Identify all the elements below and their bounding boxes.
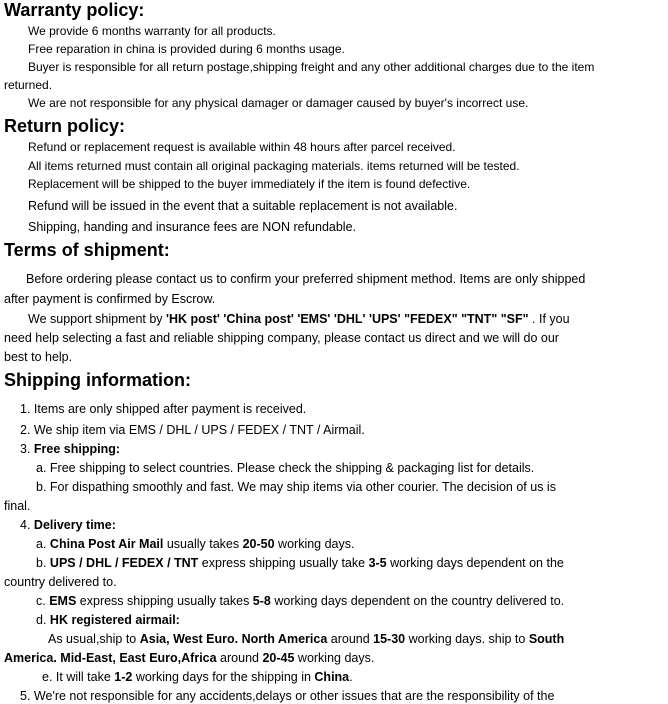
terms-text: after payment is confirmed by Escrow. xyxy=(4,292,216,306)
list-item: 3. Free shipping: xyxy=(20,442,121,456)
return-line: Shipping, handing and insurance fees are NON refundable. xyxy=(28,220,356,234)
list-item: 5. We're not responsible for any accidents,delays or other issues that are the responsibility of the xyxy=(20,689,555,703)
return-line: Refund or replacement request is available within 48 hours after parcel received. xyxy=(28,140,456,154)
list-item: 2. We ship item via EMS / DHL / UPS / FEDEX / TNT / Airmail. xyxy=(20,423,365,437)
list-item: c. EMS express shipping usually takes 5-8 working days dependent on the country delivered to. xyxy=(36,594,565,608)
terms-text: best to help. xyxy=(4,350,73,364)
list-item: final. xyxy=(4,499,31,513)
return-line: All items returned must contain all original packaging materials. items returned will be tested. xyxy=(28,159,520,173)
list-item: a. Free shipping to select countries. Please check the shipping & packaging list for details. xyxy=(36,461,535,475)
list-item: As usual,ship to Asia, West Euro. North America around 15-30 working days. ship to South xyxy=(48,632,565,646)
terms-heading: Terms of shipment: xyxy=(4,240,170,260)
terms-text: Before ordering please contact us to confirm your preferred shipment method. Items are only shipped xyxy=(26,272,586,286)
terms-text: need help selecting a fast and reliable shipping company, please contact us direct and we will do our xyxy=(4,331,559,345)
return-line: Refund will be issued in the event that a suitable replacement is not available. xyxy=(28,199,458,213)
list-item: d. HK registered airmail: xyxy=(36,613,180,627)
return-heading: Return policy: xyxy=(4,116,126,136)
warranty-line: Free reparation in china is provided during 6 months usage. xyxy=(28,42,345,56)
list-item: 4. Delivery time: xyxy=(20,518,116,532)
list-item: e. It will take 1-2 working days for the shipping in China. xyxy=(42,670,353,684)
warranty-line: returned. xyxy=(4,78,53,92)
list-item: America. Mid-East, East Euro,Africa around 20-45 working days. xyxy=(4,651,375,665)
terms-text: We support shipment by 'HK post' 'China post' 'EMS' 'DHL' 'UPS' "FEDEX" "TNT" "SF" . If you xyxy=(28,312,570,326)
list-item: country delivered to. xyxy=(4,575,117,589)
list-item: b. For dispathing smoothly and fast. We may ship items via other courier. The decision of us is xyxy=(36,480,556,494)
warranty-line: Buyer is responsible for all return postage,shipping freight and any other additional charges due to the item xyxy=(28,60,595,74)
list-item: a. China Post Air Mail usually takes 20-50 working days. xyxy=(36,537,355,551)
warranty-heading: Warranty policy: xyxy=(4,0,145,20)
list-item: 1. Items are only shipped after payment is received. xyxy=(20,402,307,416)
shipping-heading: Shipping information: xyxy=(4,370,191,390)
list-item: b. UPS / DHL / FEDEX / TNT express shipping usually take 3-5 working days dependent on the xyxy=(36,556,564,570)
warranty-line: We provide 6 months warranty for all products. xyxy=(28,24,276,38)
warranty-line: We are not responsible for any physical damager or damager caused by buyer's incorrect use. xyxy=(28,96,529,110)
return-line: Replacement will be shipped to the buyer immediately if the item is found defective. xyxy=(28,177,471,191)
